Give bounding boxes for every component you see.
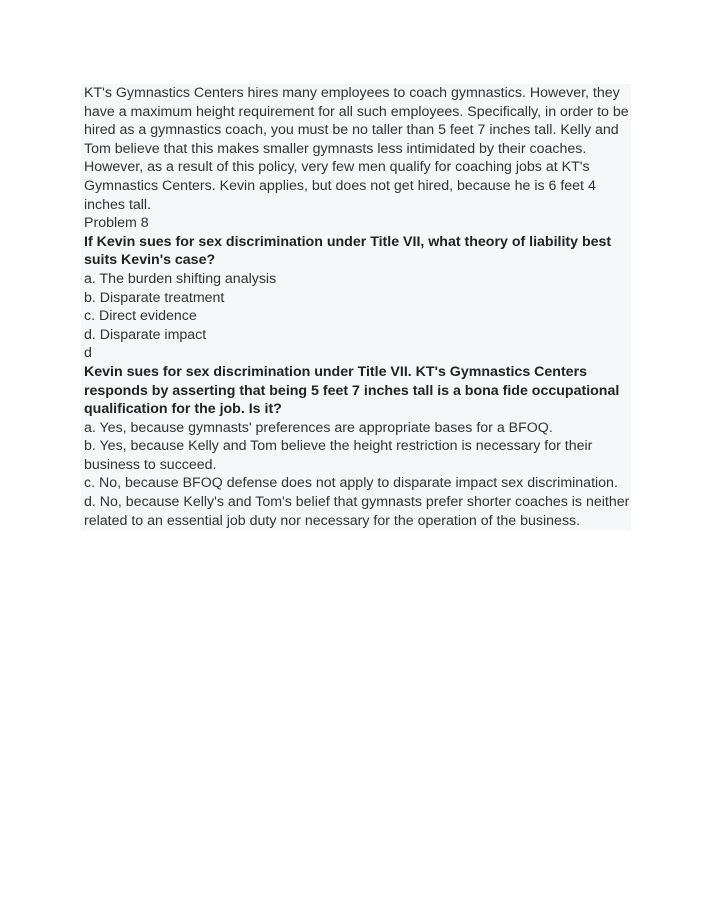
question-2-option-b: b. Yes, because Kelly and Tom believe the height restriction is necessary for their (84, 438, 593, 455)
scenario-line: have a maximum height requirement for all such employees. Specifically, in order to be (84, 103, 629, 120)
problem-label: Problem 8 (84, 215, 149, 232)
question-2-option-d: d. No, because Kelly's and Tom's belief that gymnasts prefer shorter coaches is neither (84, 494, 630, 511)
question-1 (84, 233, 631, 363)
question-2-option-b-cont: business to succeed. (84, 456, 217, 473)
question-1-option-d: d. Disparate impact (84, 326, 207, 343)
question-1-option-b: b. Disparate treatment (84, 289, 225, 306)
question-2-option-d-cont: related to an essential job duty nor necessary for the operation of the business. (84, 512, 581, 529)
question-1-text: suits Kevin's case? (84, 252, 216, 269)
text-block (81, 84, 631, 530)
question-2 (84, 363, 631, 530)
scenario-line: KT's Gymnastics Centers hires many employees to coach gymnastics. However, they (84, 85, 620, 101)
scenario-line: However, as a result of this policy, very few men qualify for coaching jobs at KT's (84, 159, 590, 176)
scenario-line: hired as a gymnastics coach, you must be no taller than 5 feet 7 inches tall. Kelly and (84, 122, 619, 139)
question-2-text: responds by asserting that being 5 feet 7 inches tall is a bona fide occupational (84, 382, 620, 399)
question-1-answer: d (84, 345, 92, 362)
question-2-option-a: a. Yes, because gymnasts' preferences are appropriate bases for a BFOQ. (84, 419, 553, 436)
scenario-line: Gymnastics Centers. Kevin applies, but does not get hired, because he is 6 feet 4 (84, 177, 596, 194)
question-2-text: Kevin sues for sex discrimination under Title VII. KT's Gymnastics Centers (84, 363, 587, 380)
question-1-text: If Kevin sues for sex discrimination under Title VII, what theory of liability best (84, 233, 612, 250)
scenario-line: inches tall. (84, 196, 152, 213)
question-2-text: qualification for the job. Is it? (84, 401, 282, 418)
question-2-option-c: c. No, because BFOQ defense does not apply to disparate impact sex discrimination. (84, 475, 618, 492)
scenario-line: Tom believe that this makes smaller gymnasts less intimidated by their coaches. (84, 140, 587, 157)
question-1-option-c: c. Direct evidence (84, 308, 197, 325)
scenario-paragraph (84, 84, 631, 214)
question-1-option-a: a. The burden shifting analysis (84, 270, 277, 287)
